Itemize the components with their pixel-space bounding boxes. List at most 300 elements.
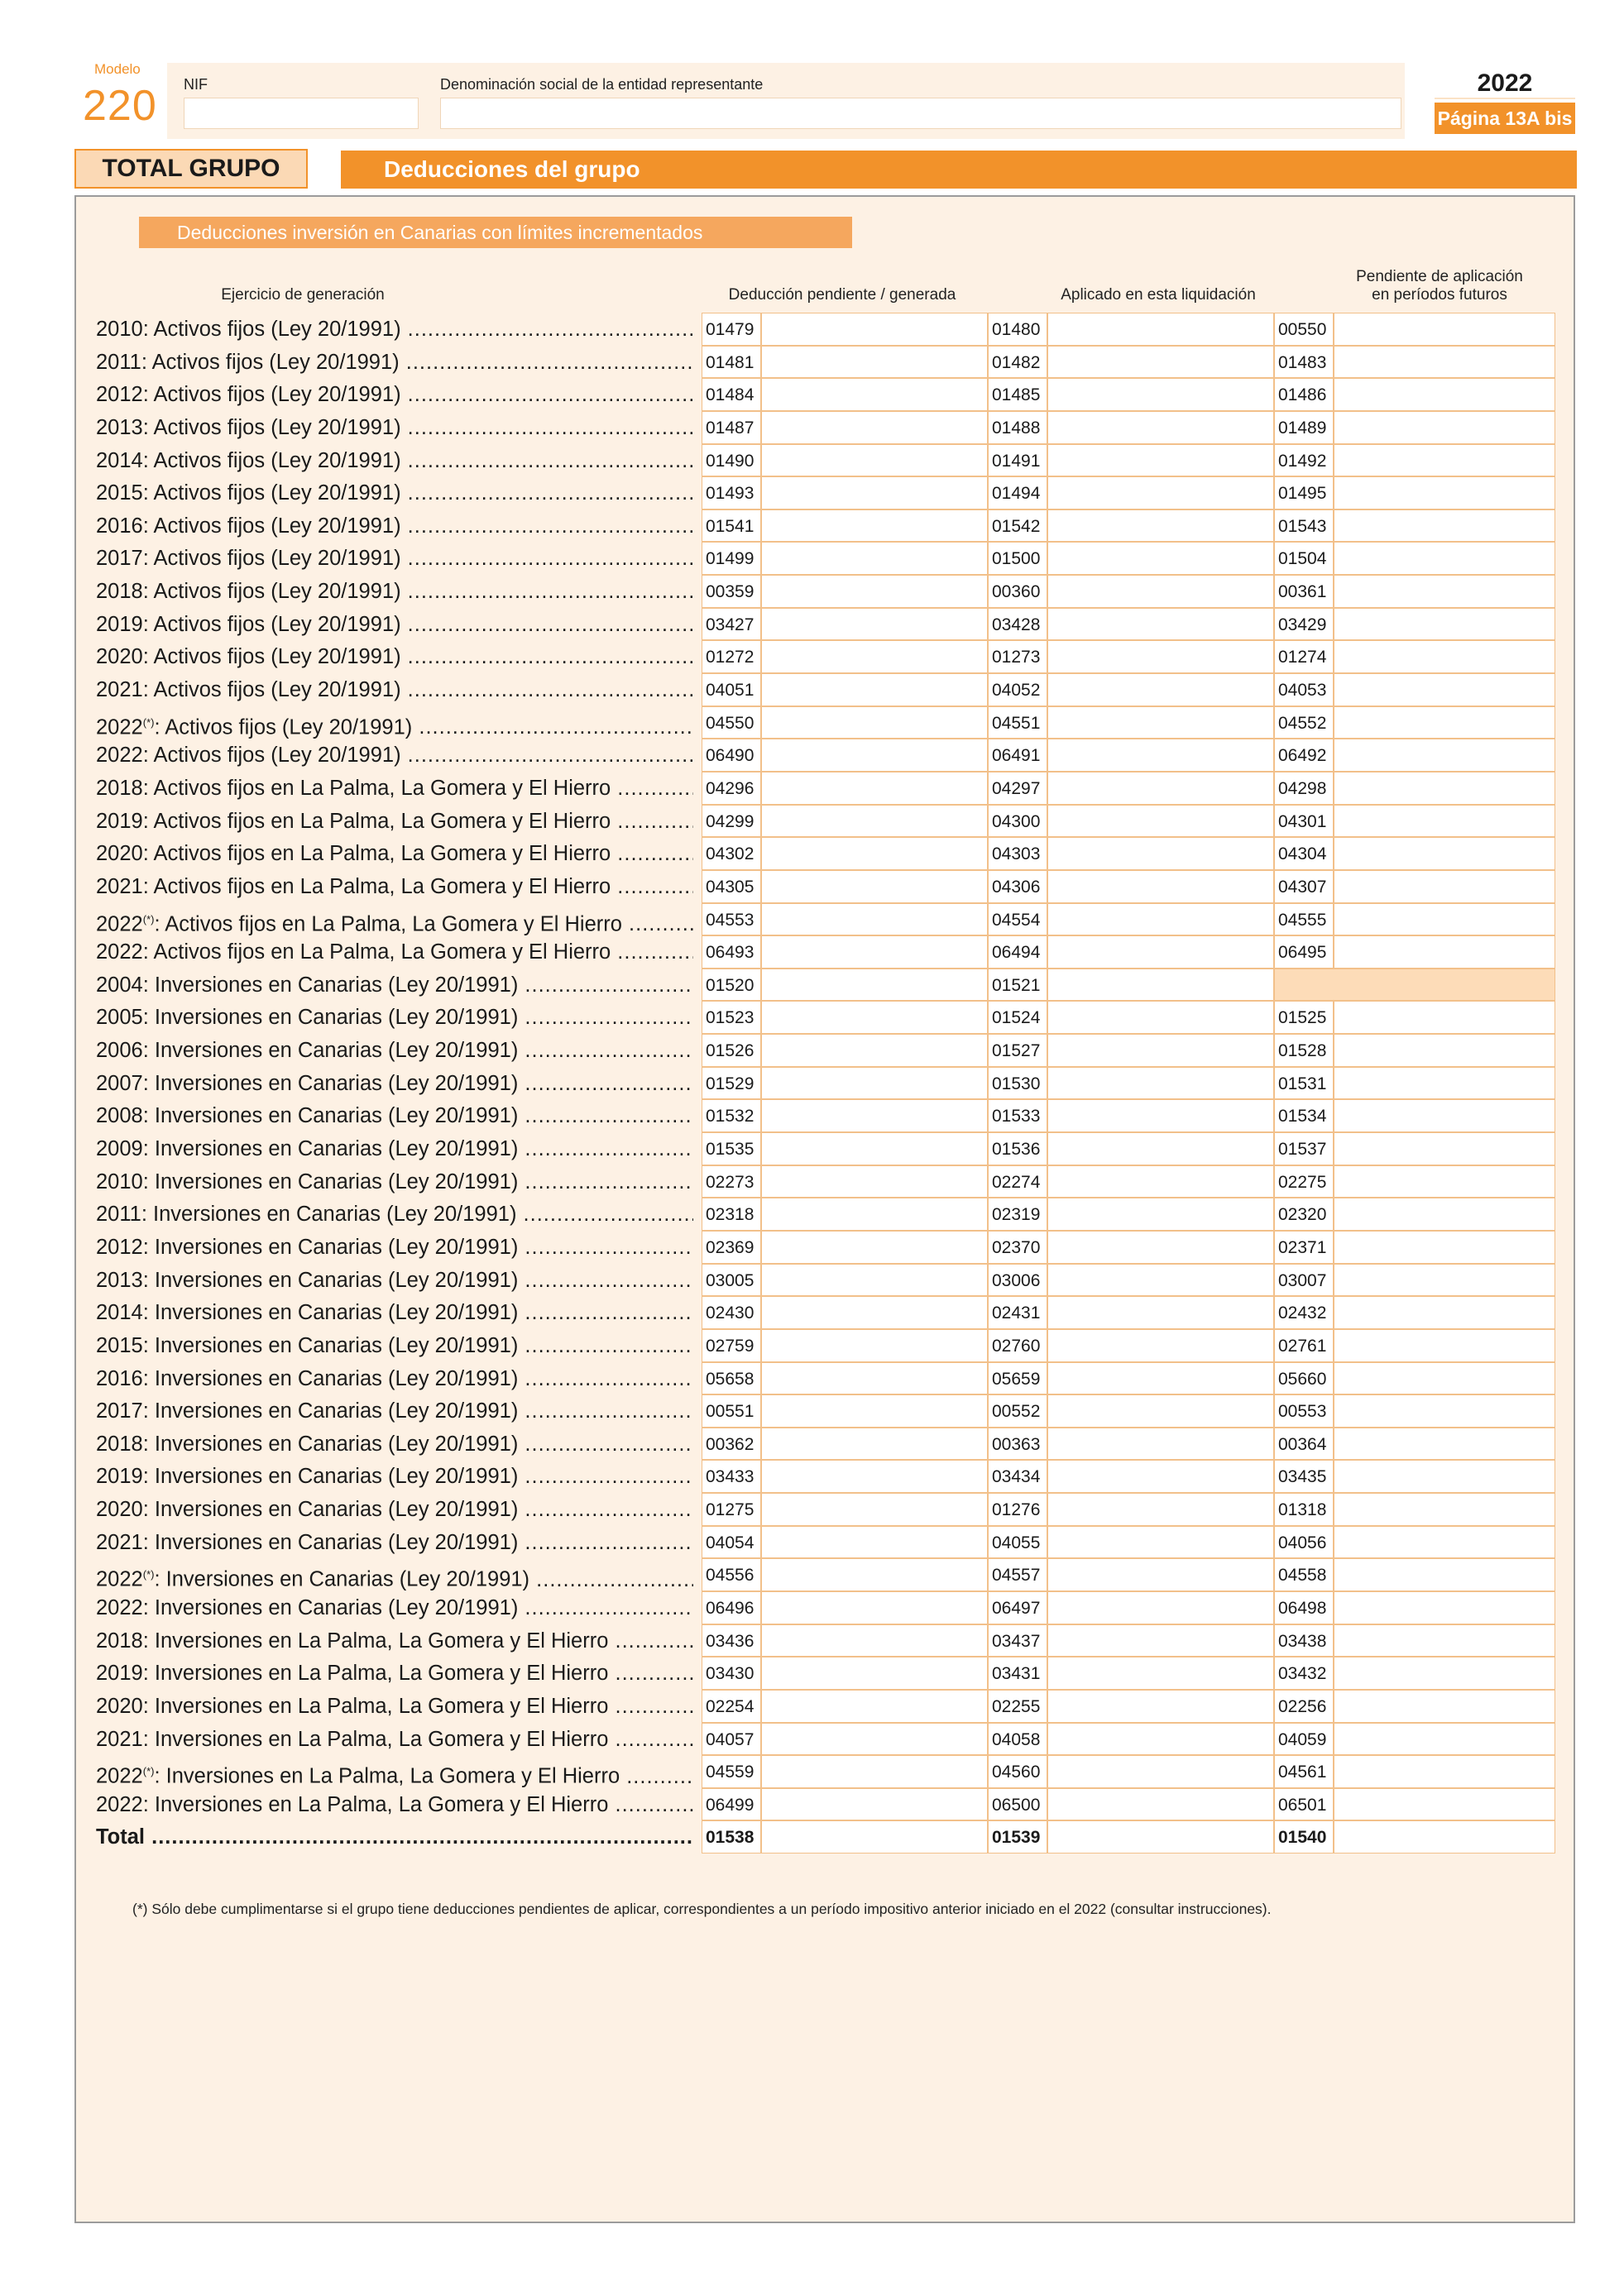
row-label: [96, 1296, 693, 1329]
box-code-aplicado: 04557: [988, 1558, 1047, 1591]
row-label-text: 2018: Inversiones en La Palma, La Gomera y El Hierro: [96, 1629, 609, 1653]
input-pendiente[interactable]: [761, 1428, 988, 1461]
input-aplicado[interactable]: [1047, 1296, 1274, 1329]
box-code-pendiente: 04296: [702, 772, 761, 805]
year-label: 2022: [1435, 69, 1575, 99]
table-row: [96, 1329, 1555, 1362]
box-code-aplicado: 01488: [988, 411, 1047, 444]
row-label-text: 2017: Activos fijos (Ley 20/1991): [96, 547, 401, 571]
row-label: [96, 542, 693, 575]
row-label: [96, 444, 693, 477]
input-futuro[interactable]: [1334, 542, 1555, 575]
input-futuro[interactable]: [1334, 1296, 1555, 1329]
box-code-futuro: 01495: [1274, 476, 1334, 509]
box-code-aplicado: 01530: [988, 1067, 1047, 1100]
input-aplicado[interactable]: [1047, 313, 1274, 346]
input-futuro[interactable]: [1334, 476, 1555, 509]
input-futuro[interactable]: [1334, 575, 1555, 608]
input-futuro[interactable]: [1334, 1755, 1555, 1788]
input-aplicado[interactable]: [1047, 444, 1274, 477]
input-pendiente[interactable]: [761, 1198, 988, 1231]
input-pendiente[interactable]: [761, 1329, 988, 1362]
box-code-futuro: 04555: [1274, 903, 1334, 936]
input-pendiente[interactable]: [761, 673, 988, 706]
box-code-pendiente: 02430: [702, 1296, 761, 1329]
box-code-pendiente: 04556: [702, 1558, 761, 1591]
input-futuro[interactable]: [1334, 870, 1555, 903]
input-futuro[interactable]: [1334, 411, 1555, 444]
input-futuro[interactable]: [1334, 444, 1555, 477]
input-pendiente[interactable]: [761, 1591, 988, 1624]
total-label: [96, 1820, 693, 1854]
input-pendiente[interactable]: [761, 313, 988, 346]
input-pendiente[interactable]: [761, 1460, 988, 1493]
input-futuro[interactable]: [1334, 1460, 1555, 1493]
box-code-pendiente: 00359: [702, 575, 761, 608]
row-label: [96, 935, 693, 969]
input-pendiente[interactable]: [761, 575, 988, 608]
box-code-aplicado: 01536: [988, 1132, 1047, 1165]
footnote: (*) Sólo debe cumplimentarse si el grupo tiene deducciones pendientes de aplicar, correspondientes a un período impositivo anterior iniciado en el 2022 (consultar instrucciones).: [132, 1901, 1272, 1917]
modelo-label: Modelo: [94, 61, 141, 77]
input-aplicado[interactable]: [1047, 1165, 1274, 1198]
box-code-pendiente: 05658: [702, 1362, 761, 1395]
box-code-aplicado: 01527: [988, 1034, 1047, 1067]
box-code-futuro: 02371: [1274, 1231, 1334, 1264]
input-pendiente[interactable]: [761, 969, 988, 1002]
input-pendiente[interactable]: [761, 1493, 988, 1526]
box-code-aplicado: 04297: [988, 772, 1047, 805]
table-row: [96, 870, 1555, 903]
box-code-futuro: 02256: [1274, 1690, 1334, 1723]
row-label-text: 2021: Inversiones en La Palma, La Gomera y El Hierro: [96, 1727, 609, 1751]
box-code-pendiente: 04559: [702, 1755, 761, 1788]
table-row: [96, 575, 1555, 608]
box-code-aplicado: 04306: [988, 870, 1047, 903]
input-futuro[interactable]: [1334, 1657, 1555, 1690]
row-label-text: 2019: Activos fijos (Ley 20/1991): [96, 612, 401, 636]
box-code-futuro: 03435: [1274, 1460, 1334, 1493]
table-row: [96, 739, 1555, 772]
box-code-pendiente: 01541: [702, 509, 761, 543]
input-futuro[interactable]: [1334, 1099, 1555, 1132]
input-aplicado[interactable]: [1047, 411, 1274, 444]
input-futuro[interactable]: [1334, 1788, 1555, 1821]
disabled-cell: [1274, 969, 1555, 1002]
box-code-pendiente: 03005: [702, 1264, 761, 1297]
input-aplicado[interactable]: [1047, 903, 1274, 936]
deducciones-title: Deducciones del grupo: [341, 151, 1577, 189]
input-pendiente[interactable]: [761, 509, 988, 543]
nif-label: NIF: [184, 76, 208, 93]
row-label-text: 2011: Inversiones en Canarias (Ley 20/1991): [96, 1203, 517, 1227]
input-futuro[interactable]: [1334, 903, 1555, 936]
row-label-text: 2016: Activos fijos (Ley 20/1991): [96, 514, 401, 538]
input-aplicado[interactable]: [1047, 1001, 1274, 1034]
box-code-futuro: 01525: [1274, 1001, 1334, 1034]
box-code-futuro: 02432: [1274, 1296, 1334, 1329]
box-code-futuro: 06498: [1274, 1591, 1334, 1624]
box-code-futuro: 04304: [1274, 837, 1334, 870]
box-code-aplicado: 02370: [988, 1231, 1047, 1264]
input-pendiente[interactable]: [761, 1165, 988, 1198]
row-label-rest: : Activos fijos en La Palma, La Gomera y El Hierro: [154, 912, 622, 936]
input-futuro[interactable]: [1334, 837, 1555, 870]
row-label: [96, 1034, 693, 1067]
row-label-text: 2022: Activos fijos (Ley 20/1991): [96, 744, 401, 768]
box-code-pendiente: 01487: [702, 411, 761, 444]
box-code-aplicado: 02760: [988, 1329, 1047, 1362]
box-code-aplicado: 06500: [988, 1788, 1047, 1821]
input-pendiente[interactable]: [761, 1723, 988, 1756]
input-aplicado[interactable]: [1047, 378, 1274, 411]
input-futuro[interactable]: [1334, 346, 1555, 379]
input-pendiente[interactable]: [761, 542, 988, 575]
row-label: [96, 706, 693, 739]
box-code-pendiente: 00362: [702, 1428, 761, 1461]
row-label: [96, 1264, 693, 1297]
box-code-aplicado: 03431: [988, 1657, 1047, 1690]
input-aplicado[interactable]: [1047, 1690, 1274, 1723]
input-pendiente[interactable]: [761, 903, 988, 936]
table-row: [96, 608, 1555, 641]
input-aplicado[interactable]: [1047, 1460, 1274, 1493]
input-pendiente[interactable]: [761, 1001, 988, 1034]
row-label-text: 2019: Inversiones en Canarias (Ley 20/1991): [96, 1465, 519, 1489]
box-code-futuro: 01483: [1274, 346, 1334, 379]
input-aplicado[interactable]: [1047, 1034, 1274, 1067]
input-aplicado[interactable]: [1047, 673, 1274, 706]
box-code-pendiente: 02759: [702, 1329, 761, 1362]
input-futuro[interactable]: [1334, 673, 1555, 706]
row-label-text: 2013: Activos fijos (Ley 20/1991): [96, 415, 401, 439]
input-pendiente[interactable]: [761, 870, 988, 903]
table-row: [96, 640, 1555, 673]
input-pendiente[interactable]: [761, 608, 988, 641]
input-futuro[interactable]: [1334, 1067, 1555, 1100]
row-label-text: 2020: Activos fijos en La Palma, La Gomera y El Hierro: [96, 842, 611, 866]
input-pendiente[interactable]: [761, 1264, 988, 1297]
box-code-futuro: 01318: [1274, 1493, 1334, 1526]
box-code-futuro: 06501: [1274, 1788, 1334, 1821]
row-label: [96, 1493, 693, 1526]
input-futuro[interactable]: [1334, 805, 1555, 838]
input-futuro[interactable]: [1334, 1001, 1555, 1034]
input-aplicado[interactable]: [1047, 739, 1274, 772]
box-code-aplicado: 02431: [988, 1296, 1047, 1329]
input-futuro[interactable]: [1334, 1428, 1555, 1461]
box-code-aplicado: 03434: [988, 1460, 1047, 1493]
table-row: [96, 1755, 1555, 1788]
input-futuro[interactable]: [1334, 1591, 1555, 1624]
input-pendiente[interactable]: [761, 1296, 988, 1329]
input-futuro[interactable]: [1334, 640, 1555, 673]
input-aplicado[interactable]: [1047, 935, 1274, 969]
input-pendiente[interactable]: [761, 1034, 988, 1067]
input-futuro[interactable]: [1334, 1723, 1555, 1756]
footnote-marker: (*): [142, 912, 155, 926]
input-pendiente[interactable]: [761, 1099, 988, 1132]
row-label: [96, 673, 693, 706]
input-futuro[interactable]: [1334, 1198, 1555, 1231]
input-futuro[interactable]: [1334, 772, 1555, 805]
input-pendiente[interactable]: [761, 837, 988, 870]
row-label-text: 2004: Inversiones en Canarias (Ley 20/1991): [96, 973, 519, 997]
input-aplicado[interactable]: [1047, 870, 1274, 903]
row-label-text: 2006: Inversiones en Canarias (Ley 20/1991): [96, 1039, 519, 1063]
row-label-text: 2019: Activos fijos en La Palma, La Gomera y El Hierro: [96, 809, 611, 833]
row-label: [96, 837, 693, 870]
table-row: [96, 969, 1555, 1002]
row-label: [96, 1198, 693, 1231]
box-code-aplicado: 03428: [988, 608, 1047, 641]
table-row: [96, 1723, 1555, 1756]
input-aplicado[interactable]: [1047, 1558, 1274, 1591]
input-futuro[interactable]: [1334, 378, 1555, 411]
box-code-futuro: 02275: [1274, 1165, 1334, 1198]
row-label-text: 2014: Inversiones en Canarias (Ley 20/1991): [96, 1301, 519, 1325]
input-aplicado[interactable]: [1047, 1428, 1274, 1461]
box-code-aplicado: 04052: [988, 673, 1047, 706]
col-header-futuro-line1: Pendiente de aplicación: [1356, 268, 1523, 285]
box-code-aplicado: 01494: [988, 476, 1047, 509]
input-aplicado[interactable]: [1047, 1132, 1274, 1165]
row-label-text: 2009: Inversiones en Canarias (Ley 20/1991): [96, 1137, 519, 1161]
nif-field[interactable]: [184, 98, 419, 129]
row-label: [96, 1165, 693, 1198]
row-label: [96, 378, 693, 411]
box-code-pendiente: 01484: [702, 378, 761, 411]
input-aplicado[interactable]: [1047, 1362, 1274, 1395]
row-label-text: 2008: Inversiones en Canarias (Ley 20/1991): [96, 1104, 519, 1128]
input-aplicado[interactable]: [1047, 1624, 1274, 1657]
input-pendiente[interactable]: [761, 1788, 988, 1821]
input-futuro[interactable]: [1334, 1624, 1555, 1657]
input-futuro[interactable]: [1334, 1362, 1555, 1395]
box-code-futuro: 01528: [1274, 1034, 1334, 1067]
input-pendiente[interactable]: [761, 1362, 988, 1395]
box-code-pendiente: 01526: [702, 1034, 761, 1067]
row-label-text: 2020: Inversiones en La Palma, La Gomera y El Hierro: [96, 1694, 609, 1718]
input-pendiente[interactable]: [761, 772, 988, 805]
input-aplicado[interactable]: [1047, 706, 1274, 739]
table-row: [96, 378, 1555, 411]
box-code-pendiente: 02254: [702, 1690, 761, 1723]
input-pendiente[interactable]: [761, 1657, 988, 1690]
row-label: [96, 1329, 693, 1362]
box-code-pendiente: 02273: [702, 1165, 761, 1198]
row-label: [96, 1099, 693, 1132]
input-futuro[interactable]: [1334, 935, 1555, 969]
table-row: [96, 313, 1555, 346]
box-code-futuro: 01543: [1274, 509, 1334, 543]
table-row: [96, 1428, 1555, 1461]
table-row: [96, 1231, 1555, 1264]
box-code-aplicado: 01485: [988, 378, 1047, 411]
input-aplicado[interactable]: [1047, 1231, 1274, 1264]
input-pendiente[interactable]: [761, 1526, 988, 1559]
input-futuro[interactable]: [1334, 1264, 1555, 1297]
row-label-text: 2020: Activos fijos (Ley 20/1991): [96, 645, 401, 669]
input-pendiente[interactable]: [761, 805, 988, 838]
box-code-aplicado: 04300: [988, 805, 1047, 838]
row-label-text: 2012: Inversiones en Canarias (Ley 20/1991): [96, 1235, 519, 1259]
input-futuro[interactable]: [1334, 1231, 1555, 1264]
input-pendiente[interactable]: [761, 411, 988, 444]
box-code-aplicado: 04551: [988, 706, 1047, 739]
total-input-futuro[interactable]: [1334, 1820, 1555, 1854]
row-label: [96, 476, 693, 509]
input-pendiente[interactable]: [761, 1755, 988, 1788]
table-row: [96, 903, 1555, 936]
row-label-text: 2021: Activos fijos (Ley 20/1991): [96, 678, 401, 702]
input-futuro[interactable]: [1334, 706, 1555, 739]
input-aplicado[interactable]: [1047, 575, 1274, 608]
input-aplicado[interactable]: [1047, 772, 1274, 805]
input-futuro[interactable]: [1334, 1132, 1555, 1165]
table-row: [96, 1558, 1555, 1591]
box-code-futuro: 06492: [1274, 739, 1334, 772]
input-aplicado[interactable]: [1047, 1198, 1274, 1231]
row-label-rest: : Inversiones en Canarias (Ley 20/1991): [154, 1567, 530, 1591]
box-code-pendiente: 01535: [702, 1132, 761, 1165]
table-row: [96, 1657, 1555, 1690]
input-aplicado[interactable]: [1047, 1493, 1274, 1526]
input-aplicado[interactable]: [1047, 1099, 1274, 1132]
input-futuro[interactable]: [1334, 1558, 1555, 1591]
input-futuro[interactable]: [1334, 1034, 1555, 1067]
table-row: [96, 1690, 1555, 1723]
table-row: [96, 476, 1555, 509]
box-code-futuro: 04301: [1274, 805, 1334, 838]
input-aplicado[interactable]: [1047, 1067, 1274, 1100]
input-futuro[interactable]: [1334, 1165, 1555, 1198]
table-row: [96, 805, 1555, 838]
box-code-pendiente: 01481: [702, 346, 761, 379]
row-label-text: 2022: Activos fijos en La Palma, La Gomera y El Hierro: [96, 940, 611, 964]
input-pendiente[interactable]: [761, 1394, 988, 1428]
input-pendiente[interactable]: [761, 935, 988, 969]
box-code-aplicado: 05659: [988, 1362, 1047, 1395]
input-aplicado[interactable]: [1047, 608, 1274, 641]
row-label: [96, 1723, 693, 1756]
table-row: [96, 346, 1555, 379]
row-label-text: 2020: Inversiones en Canarias (Ley 20/1991): [96, 1498, 519, 1522]
table-row: [96, 542, 1555, 575]
input-aplicado[interactable]: [1047, 1591, 1274, 1624]
box-code-futuro: 04558: [1274, 1558, 1334, 1591]
input-futuro[interactable]: [1334, 1394, 1555, 1428]
input-aplicado[interactable]: [1047, 640, 1274, 673]
table-row: [96, 1624, 1555, 1657]
table-row: [96, 706, 1555, 739]
box-code-futuro: 04056: [1274, 1526, 1334, 1559]
input-pendiente[interactable]: [761, 346, 988, 379]
input-aplicado[interactable]: [1047, 1657, 1274, 1690]
input-pendiente[interactable]: [761, 444, 988, 477]
box-code-pendiente: 03436: [702, 1624, 761, 1657]
row-label-text: 2022: [96, 1764, 143, 1788]
total-input-aplicado[interactable]: [1047, 1820, 1274, 1854]
input-futuro[interactable]: [1334, 608, 1555, 641]
input-pendiente[interactable]: [761, 739, 988, 772]
input-aplicado[interactable]: [1047, 1755, 1274, 1788]
row-label: [96, 1132, 693, 1165]
input-pendiente[interactable]: [761, 1558, 988, 1591]
row-label-text: 2018: Activos fijos (Ley 20/1991): [96, 580, 401, 604]
input-aplicado[interactable]: [1047, 346, 1274, 379]
input-pendiente[interactable]: [761, 640, 988, 673]
table-row: [96, 509, 1555, 543]
input-pendiente[interactable]: [761, 476, 988, 509]
input-aplicado[interactable]: [1047, 1788, 1274, 1821]
input-pendiente[interactable]: [761, 1067, 988, 1100]
box-code-aplicado: 06494: [988, 935, 1047, 969]
row-label-text: 2007: Inversiones en Canarias (Ley 20/1991): [96, 1071, 519, 1095]
input-aplicado[interactable]: [1047, 542, 1274, 575]
input-aplicado[interactable]: [1047, 476, 1274, 509]
row-label: [96, 1526, 693, 1559]
box-code-futuro: 05660: [1274, 1362, 1334, 1395]
row-label-text: 2015: Inversiones en Canarias (Ley 20/1991): [96, 1333, 519, 1357]
input-futuro[interactable]: [1334, 739, 1555, 772]
row-label-text: 2014: Activos fijos (Ley 20/1991): [96, 448, 401, 472]
input-aplicado[interactable]: [1047, 509, 1274, 543]
input-aplicado[interactable]: [1047, 805, 1274, 838]
box-code-pendiente: 04299: [702, 805, 761, 838]
box-code-aplicado: 04058: [988, 1723, 1047, 1756]
input-aplicado[interactable]: [1047, 837, 1274, 870]
input-aplicado[interactable]: [1047, 969, 1274, 1002]
input-futuro[interactable]: [1334, 1329, 1555, 1362]
row-label-text: 2021: Inversiones en Canarias (Ley 20/1991): [96, 1530, 519, 1554]
box-code-aplicado: 01480: [988, 313, 1047, 346]
input-futuro[interactable]: [1334, 1690, 1555, 1723]
box-code-futuro: 04298: [1274, 772, 1334, 805]
input-pendiente[interactable]: [761, 1231, 988, 1264]
input-pendiente[interactable]: [761, 1690, 988, 1723]
input-pendiente[interactable]: [761, 706, 988, 739]
box-code-futuro: 01274: [1274, 640, 1334, 673]
denominacion-field[interactable]: [440, 98, 1401, 129]
row-label-text: 2018: Inversiones en Canarias (Ley 20/1991): [96, 1432, 519, 1456]
page-label: Página 13A bis: [1435, 103, 1575, 134]
box-code-aplicado: 00552: [988, 1394, 1047, 1428]
box-code-pendiente: 01520: [702, 969, 761, 1002]
input-pendiente[interactable]: [761, 378, 988, 411]
input-futuro[interactable]: [1334, 1526, 1555, 1559]
box-code-futuro: 04053: [1274, 673, 1334, 706]
input-pendiente[interactable]: [761, 1624, 988, 1657]
input-futuro[interactable]: [1334, 1493, 1555, 1526]
row-label: [96, 805, 693, 838]
input-pendiente[interactable]: [761, 1132, 988, 1165]
input-futuro[interactable]: [1334, 313, 1555, 346]
input-aplicado[interactable]: [1047, 1394, 1274, 1428]
box-code-futuro: 00361: [1274, 575, 1334, 608]
row-label: [96, 1788, 693, 1821]
row-label-text: 2022: Inversiones en La Palma, La Gomera y El Hierro: [96, 1792, 609, 1816]
input-aplicado[interactable]: [1047, 1723, 1274, 1756]
input-aplicado[interactable]: [1047, 1264, 1274, 1297]
total-input-pendiente[interactable]: [761, 1820, 988, 1854]
box-code-pendiente: 06499: [702, 1788, 761, 1821]
input-aplicado[interactable]: [1047, 1526, 1274, 1559]
input-futuro[interactable]: [1334, 509, 1555, 543]
row-label: [96, 969, 693, 1002]
input-aplicado[interactable]: [1047, 1329, 1274, 1362]
row-label: [96, 1755, 693, 1788]
